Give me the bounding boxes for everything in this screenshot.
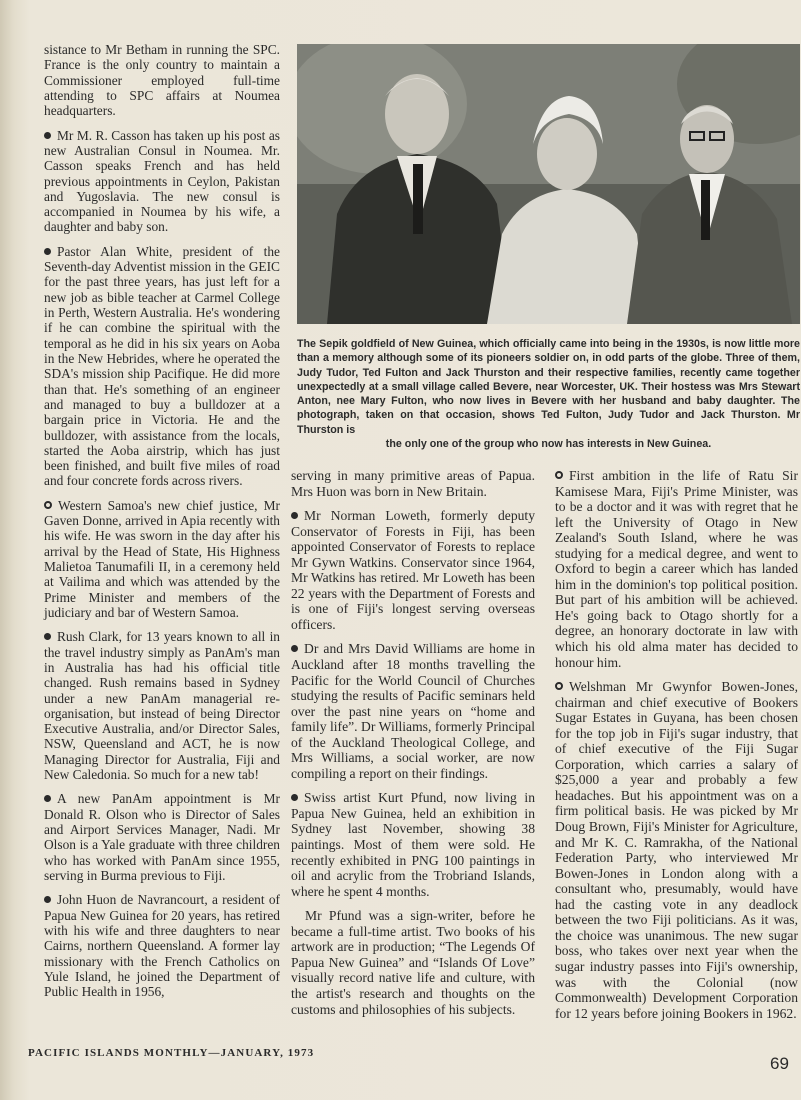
paragraph-text: Welshman Mr Gwynfor Bowen-Jones, chairman and chief executive of Bookers Sugar Estates in Guyana, has been chosen for the top job in Fiji's sugar industry, that of chief executive of the Fiji Sugar Corporation, which carries a salary of $25,000 a year and probably a few headaches. But his appointment was on a firm political basis. He was picked by Mr Doug Brown, Fiji's Minister for Agriculture, and Mr K. C. Ramrakha, of the National Federation Party, who interviewed Mr Bowen-Jones in London along with a consultant who, presumably, would have had the casting vote in any deadlock between the two Fiji politicians. As it was, the choice was unanimous. The new sugar boss, who takes over next year when the sugar industry passes into Fiji's ownership, was with the Colonial (now Commonwealth) Development Corporation for 12 years before joining Bookers in 1962. — [555, 679, 798, 1021]
news-paragraph — [44, 244, 280, 489]
news-paragraph — [44, 128, 280, 235]
bullet-icon — [291, 794, 298, 801]
paragraph-text: Rush Clark, for 13 years known to all in the travel industry simply as PanAm's man in Australia has had his official title changed. Rush remains based in Sydney under a new PanAm managerial re-organisation, but instead of being Director Executive Australia, and/or Director Sales, NSW, Queensland and ACT, he is now Managing Director for Australia, Fiji and New Caledonia. So much for a new tab! — [44, 629, 280, 783]
text-column-left — [44, 42, 280, 1008]
news-paragraph — [291, 641, 535, 781]
bullet-icon — [44, 248, 51, 255]
paragraph-text: Pastor Alan White, president of the Seventh-day Adventist mission in the GEIC for the past three years, has just left for a new job as bible teacher at Carmel College in Perth, Western Australia. He's wondering if he can combine the spiritual with the temporal as he did in his six years on Aoba in the New Hebrides, where he operated the SDA's mission ship Pacifique. He did more than that. He's something of an engineer and managed to buy a bulldozer at a bargain price in Victoria. He and the bulldozer, with assistance from the locals, started the Aoba airstrip, which has just been finished, and built five miles of road and four concrete fords across rivers. — [44, 243, 280, 489]
news-paragraph — [44, 42, 280, 119]
bullet-icon — [44, 132, 51, 139]
bullet-icon — [291, 645, 298, 652]
publication-footer: PACIFIC ISLANDS MONTHLY—JANUARY, 1973 — [28, 1047, 315, 1059]
caption-last-line: the only one of the group who now has interests in New Guinea. — [385, 438, 712, 451]
paragraph-text: sistance to Mr Betham in running the SPC. France is the only country to maintain a Commissioner employed full-time attending to SPC affairs at Noumea headquarters. — [44, 42, 280, 119]
paragraph-text: Mr Norman Loweth, formerly deputy Conservator of Forests in Fiji, has been appointed Conservator of Forests to replace Mr Gywn Watkins. Conservator since 1964, Mr Watkins has retired. Mr Loweth has been 22 years with the Department of Forests and is one of Fiji's longest serving overseas officers. — [291, 508, 535, 632]
group-photograph — [297, 44, 800, 324]
paragraph-text: Dr and Mrs David Williams are home in Auckland after 18 months travelling the Pacific for the World Council of Churches studying the results of Pacific seminars held over the past nine years on “home and family life”. Dr Williams, formerly Principal of the Auckland Theological College, and Mrs Williams, a social worker, are now compiling a report on their findings. — [291, 641, 535, 781]
bullet-icon — [555, 471, 563, 479]
news-paragraph — [44, 892, 280, 999]
news-paragraph — [291, 468, 535, 499]
paragraph-text: Swiss artist Kurt Pfund, now living in Papua New Guinea, held an exhibition in Sydney last November, showing 38 paintings. Most of them were sold. He recently exhibited in PNG 100 paintings in oil and acrylic from the Trobriand Islands, where he spent 4 months. — [291, 790, 535, 899]
news-paragraph — [555, 468, 798, 670]
paragraph-text: A new PanAm appointment is Mr Donald R. Olson who is Director of Sales and Airport Services Manager, Nadi. Mr Olson is a Yale graduate with three children who has worked with PanAm since 1955, serving in Burma previous to Fiji. — [44, 791, 280, 883]
paragraph-text: Mr M. R. Casson has taken up his post as new Australian Consul in Noumea. Mr. Casson speaks French and has held previous appointments in Ceylon, Pakistan and Yugoslavia. The new consul is accompanied in Noumea by his wife, a daughter and baby son. — [44, 127, 280, 235]
bullet-icon — [44, 501, 52, 509]
news-paragraph — [291, 790, 535, 899]
bullet-icon — [44, 795, 51, 802]
news-paragraph — [44, 498, 280, 621]
page-number: 69 — [770, 1054, 789, 1073]
bullet-icon — [555, 682, 563, 690]
bullet-icon — [291, 512, 298, 519]
paragraph-text: Western Samoa's new chief justice, Mr Gaven Donne, arrived in Apia recently with his wife. He was sworn in the day after his arrival by the Head of State, His Highness Malietoa Tanumafili II, in a ceremony held at Vailima and which was attended by the Prime Minister and members of the judiciary and bar of Western Samoa. — [44, 497, 280, 620]
photo-image — [297, 44, 800, 324]
paragraph-text: First ambition in the life of Ratu Sir Kamisese Mara, Fiji's Prime Minister, was to be a doctor and it was with regret that he left the University of Otago in New Zealand's South Island, where he was studying for a medical degree, and went to Oxford to begin a career which has landed him in the dominion's top political position. But part of his ambition will be achieved. He's going back to Otago shortly for a degree, an honorary doctorate in law with which his old alma mater has decided to honour him. — [555, 468, 798, 670]
news-paragraph — [291, 908, 535, 1017]
text-column-right — [555, 468, 798, 1030]
news-paragraph — [291, 508, 535, 632]
caption-main: The Sepik goldfield of New Guinea, which officially came into being in the 1930s, is now little more than a memory although some of its pioneers soldier on, in odd parts of the globe. Three of them, Judy Tudor, Ted Fulton and Jack Thurston and their respective families, recently came together unexpectedly at a small village called Bevere, near Worcester, UK. Their hostess was Mrs Stewart Anton, nee Mary Fulton, who now lives in Bevere with her husband and baby daughter. The photograph, taken on that occasion, shows Ted Fulton, Judy Tudor and Jack Thurston. Mr Thurston is — [297, 338, 800, 436]
paragraph-text: John Huon de Navrancourt, a resident of Papua New Guinea for 20 years, has retired with his wife and three daughters to near Cairns, northern Queensland. A former lay missionary with the French Catholics on Yule Island, he joined the Department of Public Health in 1956, — [44, 892, 280, 1000]
photo-caption — [297, 337, 800, 451]
news-paragraph — [44, 629, 280, 782]
news-paragraph — [555, 679, 798, 1021]
bullet-icon — [44, 633, 51, 640]
paragraph-text: Mr Pfund was a sign-writer, before he became a full-time artist. Two books of his artwork are in production; “The Legends Of Papua New Guinea” and “Islands Of Love” visually record native life and culture, with the artist's research and thoughts on the customs and philosophies of his subjects. — [291, 908, 535, 1017]
news-paragraph — [44, 791, 280, 883]
text-column-middle — [291, 468, 535, 1026]
bullet-icon — [44, 896, 51, 903]
paragraph-text: serving in many primitive areas of Papua. Mrs Huon was born in New Britain. — [291, 468, 535, 499]
